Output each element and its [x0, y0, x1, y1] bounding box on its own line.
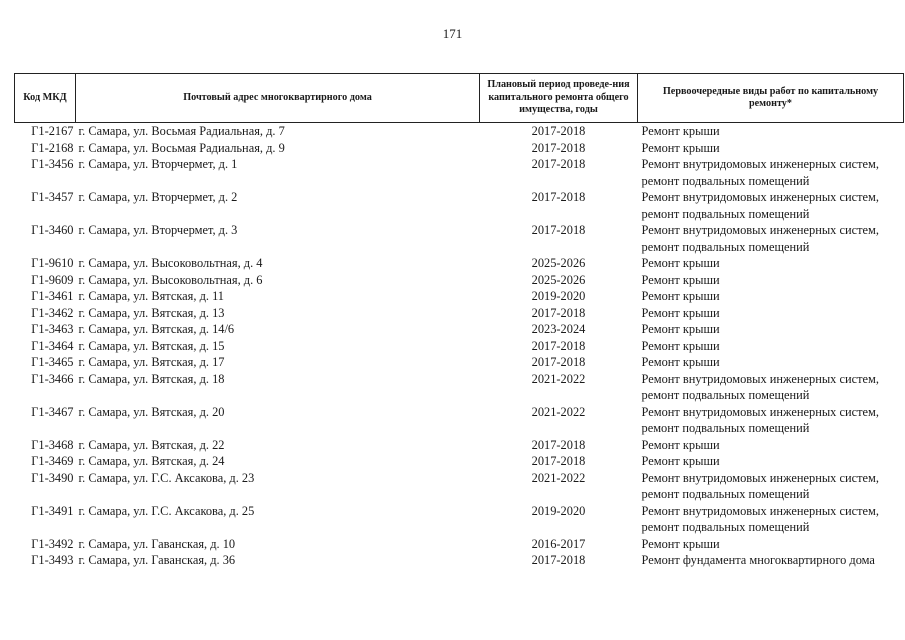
cell-period: 2017-2018: [531, 157, 586, 171]
table-row: [15, 272, 904, 289]
cell-code: Г1-3460: [31, 223, 74, 237]
cell-period: 2025-2026: [531, 272, 586, 287]
table-row: [15, 470, 904, 503]
cell-works: [638, 123, 904, 140]
table-row: [15, 321, 904, 338]
cell-code: Г1-3492: [31, 536, 74, 551]
work-item: Ремонт внутридомовых инженерных систем,: [641, 470, 879, 485]
work-item: ремонт подвальных помещений: [641, 239, 810, 254]
cell-works: [638, 536, 904, 553]
cell-address: г. Самара, ул. Вторчермет, д. 2: [78, 190, 238, 204]
cell-works: [638, 552, 904, 569]
cell-code: Г1-2168: [31, 140, 74, 155]
work-item: Ремонт внутридомовых инженерных систем,: [641, 190, 879, 204]
cell-works: [638, 437, 904, 454]
cell-works: [638, 503, 904, 536]
cell-works: [638, 354, 904, 371]
cell-works: [638, 222, 904, 255]
work-item: Ремонт крыши: [641, 305, 720, 320]
work-item: Ремонт крыши: [641, 338, 720, 353]
cell-period: 2017-2018: [531, 124, 586, 138]
work-item: Ремонт крыши: [641, 454, 720, 468]
cell-period: 2017-2018: [531, 437, 586, 452]
work-item: ремонт подвальных помещений: [641, 173, 810, 188]
cell-period: 2025-2026: [531, 256, 586, 270]
cell-address: г. Самара, ул. Вятская, д. 17: [78, 355, 225, 369]
cell-address: г. Самара, ул. Восьмая Радиальная, д. 9: [78, 140, 285, 155]
table-row: [15, 255, 904, 272]
table-row: [15, 338, 904, 355]
table-row: [15, 189, 904, 222]
cell-address: г. Самара, ул. Г.С. Аксакова, д. 25: [78, 503, 255, 518]
cell-period: 2021-2022: [531, 470, 586, 485]
cell-period: 2019-2020: [531, 289, 586, 303]
cell-code: Г1-3468: [31, 437, 74, 452]
cell-address: г. Самара, ул. Гаванская, д. 10: [78, 536, 236, 551]
cell-code: Г1-3469: [31, 454, 74, 468]
work-item: Ремонт крыши: [641, 322, 720, 336]
cell-code: Г1-3467: [31, 404, 74, 419]
table-row: [15, 536, 904, 553]
work-item: ремонт подвальных помещений: [641, 487, 810, 501]
cell-period: 2017-2018: [531, 553, 586, 567]
cell-period: 2019-2020: [531, 503, 586, 518]
cell-period: 2017-2018: [531, 338, 586, 353]
cell-address: г. Самара, ул. Вятская, д. 24: [78, 454, 225, 468]
cell-code: Г1-3491: [31, 503, 74, 518]
work-item: Ремонт крыши: [641, 536, 720, 551]
cell-period: 2017-2018: [531, 305, 586, 320]
cell-code: Г1-3461: [31, 289, 74, 303]
table-header: [15, 74, 904, 123]
cell-address: г. Самара, ул. Вторчермет, д. 1: [78, 157, 238, 171]
work-item: Ремонт внутридомовых инженерных систем,: [641, 404, 879, 419]
cell-works: [638, 338, 904, 355]
work-item: Ремонт внутридомовых инженерных систем,: [641, 371, 879, 386]
cell-works: [638, 453, 904, 470]
table-row: [15, 288, 904, 305]
cell-code: Г1-3463: [31, 322, 74, 336]
cell-code: Г1-3465: [31, 355, 74, 369]
cell-works: [638, 255, 904, 272]
cell-address: г. Самара, ул. Вятская, д. 20: [78, 404, 225, 419]
cell-period: 2023-2024: [531, 322, 586, 336]
cell-address: г. Самара, ул. Высоковольтная, д. 4: [78, 256, 263, 270]
header-address: Почтовый адрес многоквартирного дома: [76, 74, 480, 123]
cell-address: г. Самара, ул. Вятская, д. 18: [78, 371, 225, 386]
cell-works: [638, 321, 904, 338]
cell-period: 2017-2018: [531, 140, 586, 155]
header-row: [15, 74, 904, 123]
table-row: [15, 453, 904, 470]
cell-period: 2021-2022: [531, 404, 586, 419]
cell-works: [638, 288, 904, 305]
cell-address: г. Самара, ул. Гаванская, д. 36: [78, 553, 236, 567]
cell-works: [638, 371, 904, 404]
table-row: [15, 503, 904, 536]
table-body: [15, 123, 904, 569]
cell-code: Г1-3464: [31, 338, 74, 353]
cell-period: 2017-2018: [531, 223, 586, 237]
cell-code: Г1-3462: [31, 305, 74, 320]
table-row: [15, 140, 904, 157]
work-item: Ремонт фундамента многоквартирного дома: [641, 553, 875, 567]
cell-code: Г1-3490: [31, 470, 74, 485]
cell-code: Г1-2167: [31, 124, 74, 138]
cell-code: Г1-3466: [31, 371, 74, 386]
cell-period: 2016-2017: [531, 536, 586, 551]
header-works: Первоочередные виды работ по капитальному ремонту*: [638, 74, 904, 123]
cell-address: г. Самара, ул. Вятская, д. 11: [78, 289, 225, 303]
table-row: [15, 222, 904, 255]
cell-address: г. Самара, ул. Г.С. Аксакова, д. 23: [78, 470, 255, 485]
work-item: ремонт подвальных помещений: [641, 520, 810, 534]
cell-works: [638, 156, 904, 189]
cell-address: г. Самара, ул. Вятская, д. 22: [78, 437, 225, 452]
cell-code: Г1-9610: [31, 256, 74, 270]
work-item: Ремонт внутридомовых инженерных систем,: [641, 503, 879, 518]
page-number: 171: [442, 26, 463, 41]
cell-code: Г1-9609: [31, 272, 74, 287]
cell-code: Г1-3493: [31, 553, 74, 567]
cell-address: г. Самара, ул. Вятская, д. 13: [78, 305, 225, 320]
cell-works: [638, 470, 904, 503]
table-row: [15, 123, 904, 140]
table-row: [15, 437, 904, 454]
work-item: Ремонт крыши: [641, 289, 720, 303]
work-item: Ремонт крыши: [641, 355, 720, 369]
work-item: Ремонт крыши: [641, 272, 720, 287]
cell-address: г. Самара, ул. Высоковольтная, д. 6: [78, 272, 263, 287]
cell-works: [638, 305, 904, 322]
table-row: [15, 354, 904, 371]
cell-period: 2017-2018: [531, 355, 586, 369]
cell-code: Г1-3456: [31, 157, 74, 171]
cell-period: 2017-2018: [531, 454, 586, 468]
cell-address: г. Самара, ул. Вторчермет, д. 3: [78, 223, 238, 237]
work-item: Ремонт крыши: [641, 256, 720, 270]
cell-period: 2017-2018: [531, 190, 586, 204]
capital-repair-table: [14, 73, 904, 569]
table-row: [15, 404, 904, 437]
work-item: Ремонт крыши: [641, 437, 720, 452]
work-item: Ремонт крыши: [641, 124, 720, 138]
cell-works: [638, 404, 904, 437]
work-item: ремонт подвальных помещений: [641, 388, 810, 402]
header-code: Код МКД: [15, 74, 76, 123]
cell-address: г. Самара, ул. Восьмая Радиальная, д. 7: [78, 124, 285, 138]
cell-works: [638, 189, 904, 222]
cell-works: [638, 272, 904, 289]
table-row: [15, 552, 904, 569]
table-row: [15, 371, 904, 404]
header-period: Плановый период проведе-ния капитального ремонта общего имущества, годы: [480, 74, 638, 123]
work-item: Ремонт внутридомовых инженерных систем,: [641, 157, 879, 171]
cell-code: Г1-3457: [31, 190, 74, 204]
work-item: ремонт подвальных помещений: [641, 206, 810, 221]
work-item: ремонт подвальных помещений: [641, 421, 810, 435]
work-item: Ремонт внутридомовых инженерных систем,: [641, 223, 879, 237]
cell-period: 2021-2022: [531, 371, 586, 386]
table-row: [15, 156, 904, 189]
cell-works: [638, 140, 904, 157]
work-item: Ремонт крыши: [641, 140, 720, 155]
cell-address: г. Самара, ул. Вятская, д. 14/6: [78, 322, 235, 336]
table-row: [15, 305, 904, 322]
cell-address: г. Самара, ул. Вятская, д. 15: [78, 338, 225, 353]
